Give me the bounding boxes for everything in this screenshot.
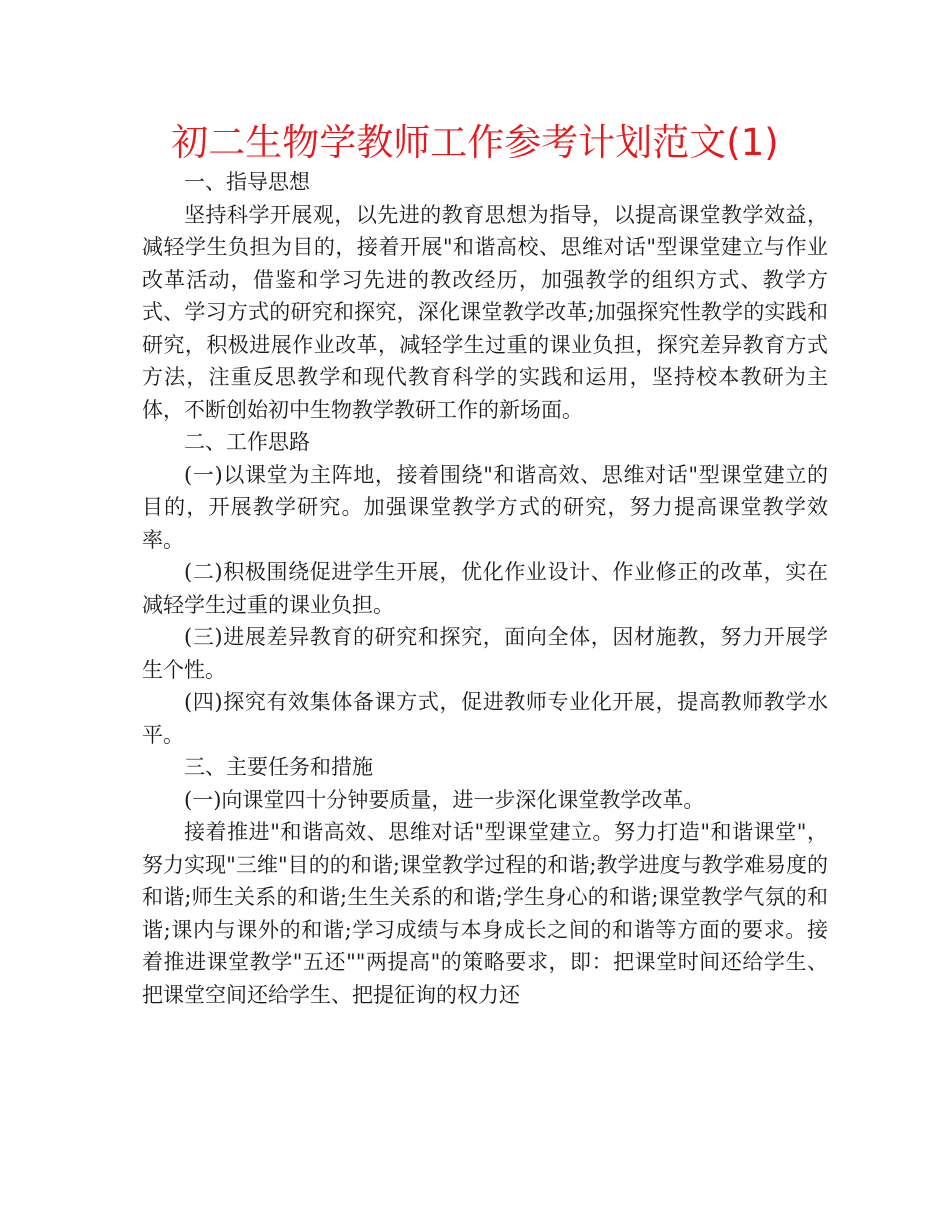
section-heading-guiding-thought: 一、指导思想 bbox=[184, 170, 310, 194]
document-title: 初二生物学教师工作参考计划范文(1) bbox=[171, 121, 779, 164]
paragraph-approach-3: (三)进展差异教育的研究和探究，面向全体，因材施教，努力开展学生个性。 bbox=[142, 625, 828, 682]
paragraph-approach-4: (四)探究有效集体备课方式，促进教师专业化开展，提高教师教学水平。 bbox=[142, 690, 828, 747]
paragraph-guiding-thought: 坚持科学开展观，以先进的教育思想为指导，以提高课堂教学效益，减轻学生负担为目的，接着开展"和谐高校、思维对话"型课堂建立与作业改革活动，借鉴和学习先进的教改经历，加强教学的组织方式、教学方式、学习方式的研究和探究，深化课堂教学改革;加强探究性教学的实践和研究，积极进展作业改革，减轻学生过重的课业负担，探究差异教育方式方法，注重反思教学和现代教育科学的实践和运用，坚持校本教研为主体，不断创始初中生物教学教研工作的新场面。 bbox=[142, 202, 828, 422]
document-body bbox=[142, 166, 828, 1011]
paragraph-approach-1: (一)以课堂为主阵地，接着围绕"和谐高效、思维对话"型课堂建立的目的，开展教学研究。加强课堂教学方式的研究，努力提高课堂教学效率。 bbox=[142, 462, 828, 552]
paragraph-task-1: (一)向课堂四十分钟要质量，进一步深化课堂教学改革。 bbox=[184, 787, 705, 812]
paragraph-approach-2: (二)积极围绕促进学生开展，优化作业设计、作业修正的改革，实在减轻学生过重的课业负担。 bbox=[142, 560, 828, 617]
paragraph-task-1-detail: 接着推进"和谐高效、思维对话"型课堂建立。努力打造"和谐课堂"，努力实现"三维"目的的和谐;课堂教学过程的和谐;教学进度与教学难易度的和谐;师生关系的和谐;生生关系的和谐;学生身心的和谐;课堂教学气氛的和谐;课内与课外的和谐;学习成绩与本身成长之间的和谐等方面的要求。接着推进课堂教学"五还""两提高"的策略要求，即：把课堂时间还给学生、把课堂空间还给学生、把提征询的权力还 bbox=[142, 820, 828, 1007]
section-heading-tasks-measures: 三、主要任务和措施 bbox=[184, 755, 373, 779]
section-heading-work-approach: 二、工作思路 bbox=[184, 430, 310, 454]
